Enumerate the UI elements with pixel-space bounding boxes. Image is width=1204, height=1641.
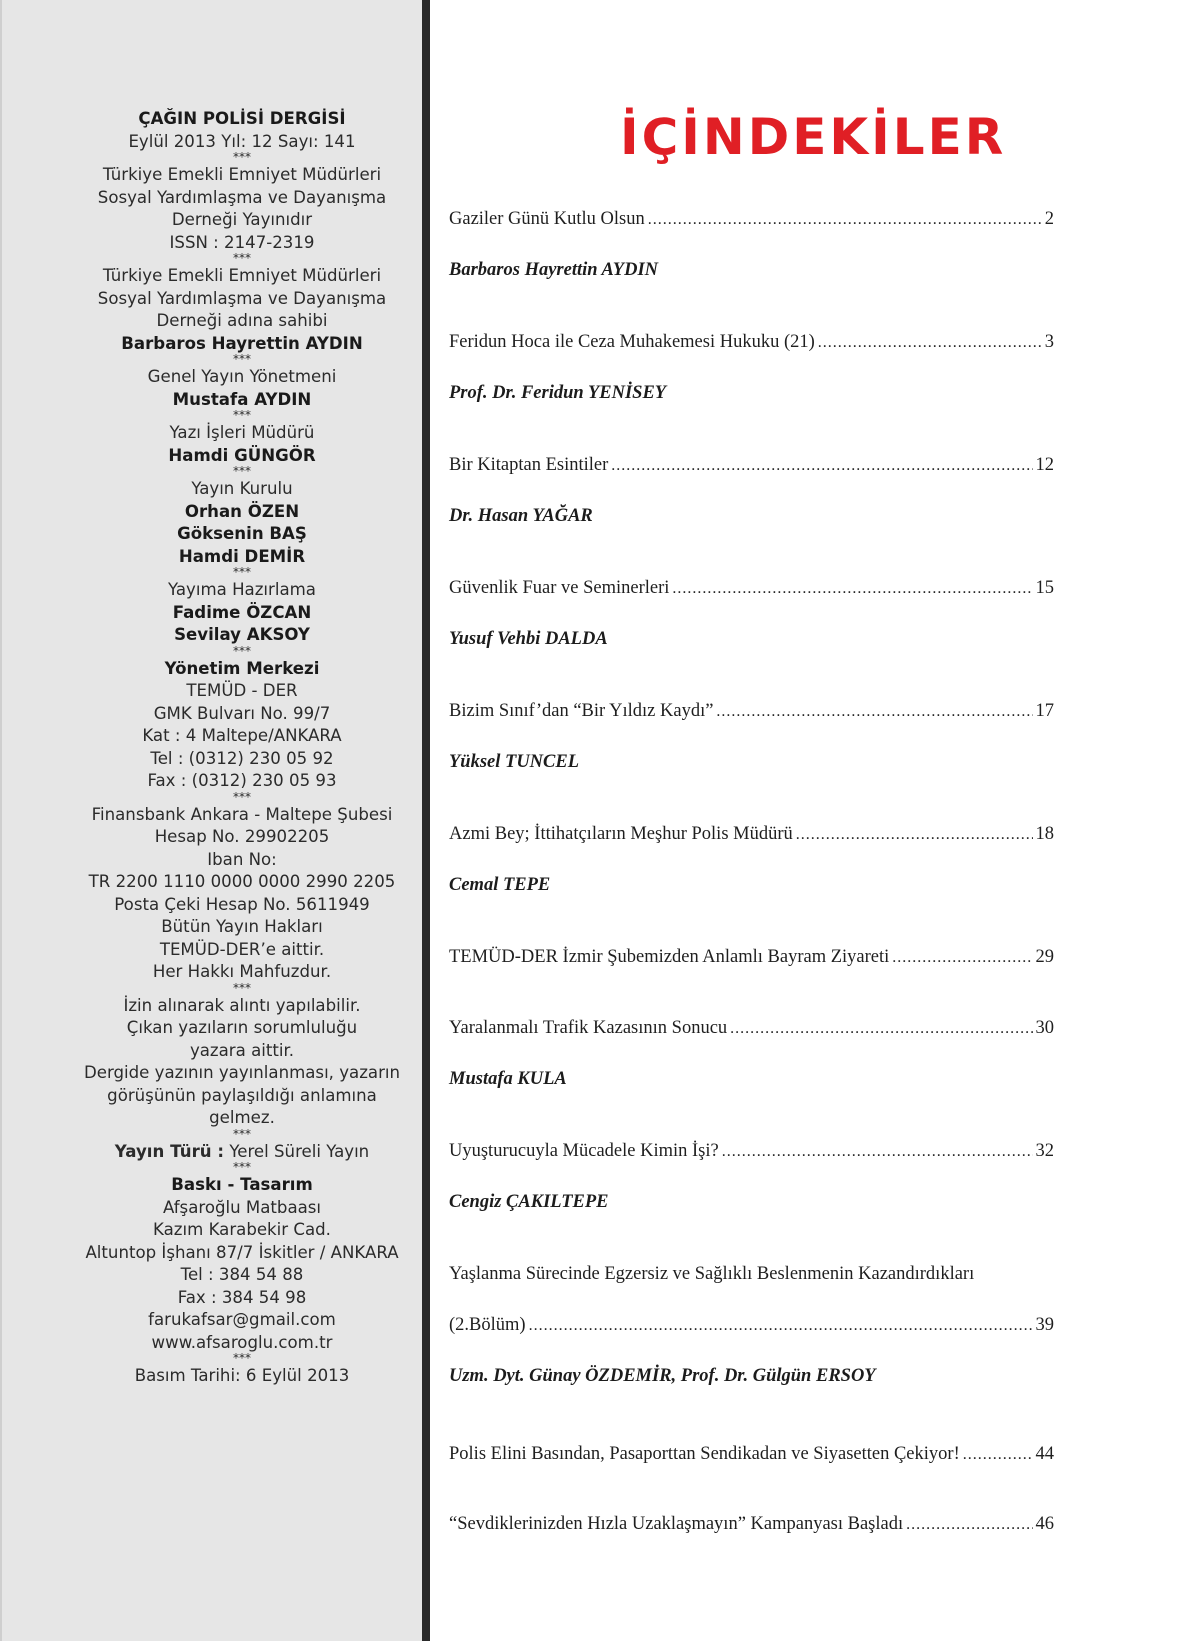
hq-fax: Fax : (0312) 230 05 93 (147, 771, 337, 790)
toc-entry[interactable] (449, 947, 1054, 971)
leader-dots (892, 949, 1032, 967)
toc-entry[interactable] (449, 1315, 1054, 1339)
board-member: Göksenin BAŞ (177, 524, 307, 543)
toc-entry-author: Barbaros Hayrettin AYDIN (449, 260, 659, 280)
prep-label: Yayıma Hazırlama (168, 580, 316, 599)
toc-entry[interactable] (449, 1444, 1054, 1468)
publisher-line: Sosyal Yardımlaşma ve Dayanışma (97, 187, 387, 207)
publication-type-label: Yayın Türü : (114, 1141, 225, 1161)
note-line: gelmez. (209, 1108, 275, 1127)
toc-entry-page: 2 (1044, 209, 1054, 229)
toc-entry[interactable] (449, 1018, 1054, 1042)
issue-info: Eylül 2013 Yıl: 12 Sayı: 141 (128, 131, 356, 151)
print-website: www.afsaroglu.com.tr (151, 1332, 333, 1352)
publisher-line: Derneği Yayınıdır (171, 210, 313, 229)
prep-member: Sevilay AKSOY (174, 625, 310, 644)
leader-dots (730, 1020, 1032, 1038)
toc-entry-page: 44 (1035, 1444, 1054, 1464)
toc-entry-title: Yaralanmalı Trafik Kazasının Sonucu (449, 1018, 728, 1038)
toc-entry-page: 3 (1044, 332, 1054, 352)
print-line: Altuntop İşhanı 87/7 İskitler / ANKARA (85, 1242, 399, 1262)
toc-entry-author: Yüksel TUNCEL (449, 752, 580, 772)
toc-entry-page: 46 (1035, 1514, 1054, 1534)
leader-dots (716, 703, 1032, 721)
toc-entry-title: TEMÜD-DER İzmir Şubemizden Anlamlı Bayram Ziyareti (449, 947, 890, 967)
leader-dots (611, 457, 1032, 475)
magazine-title: ÇAĞIN POLİSİ DERGİSİ (138, 109, 346, 128)
rights-line: Bütün Yayın Hakları (161, 917, 323, 936)
toc-entry-title: Gaziler Günü Kutlu Olsun (449, 209, 645, 229)
toc-entry-title: Uyuşturucuyla Mücadele Kimin İşi? (449, 1141, 719, 1161)
toc-entry-page: 30 (1035, 1018, 1054, 1038)
toc-entry-title: Güvenlik Fuar ve Seminerleri (449, 578, 670, 598)
separator: *** (233, 464, 251, 478)
prep-member: Fadime ÖZCAN (172, 602, 312, 622)
print-date: Basım Tarihi: 6 Eylül 2013 (134, 1366, 350, 1385)
toc-entry-title: Bir Kitaptan Esintiler (449, 455, 609, 475)
separator: *** (233, 1351, 251, 1365)
toc-entry-title: Bizim Sınıf’dan “Bir Yıldız Kaydı” (449, 701, 714, 721)
toc-entry-page: 15 (1035, 578, 1054, 598)
board-label: Yayın Kurulu (191, 479, 293, 498)
toc-entry-title: Polis Elini Basından, Pasaporttan Sendikadan ve Siyasetten Çekiyor! (449, 1444, 960, 1464)
toc-entry[interactable] (449, 1514, 1054, 1538)
hq-phone: Tel : (0312) 230 05 92 (150, 748, 334, 768)
editor-label: Yazı İşleri Müdürü (169, 423, 315, 442)
toc-entry-author: Cemal TEPE (449, 875, 551, 895)
bank-line: TR 2200 1110 0000 0000 2990 2205 (88, 872, 396, 891)
toc-heading: İÇİNDEKİLER (620, 108, 1007, 166)
hq-label: Yönetim Merkezi (164, 658, 320, 678)
separator: *** (233, 643, 251, 658)
bank-line: Hesap No. 29902205 (154, 827, 330, 846)
leader-dots (648, 211, 1042, 229)
board-member: Orhan ÖZEN (184, 501, 300, 521)
publisher-line: Türkiye Emekli Emniyet Müdürleri (102, 165, 382, 184)
rights-line: Her Hakkı Mahfuzdur. (152, 962, 332, 981)
toc-entry-title: (2.Bölüm) (449, 1315, 526, 1335)
masthead (62, 108, 422, 1388)
leader-dots (796, 826, 1033, 844)
leader-dots (722, 1143, 1033, 1161)
note-line: Çıkan yazıların sorumluluğu (126, 1018, 358, 1037)
owner-name: Barbaros Hayrettin AYDIN (121, 333, 363, 353)
toc-entry-author: Dr. Hasan YAĞAR (449, 506, 593, 526)
hq-line: GMK Bulvarı No. 99/7 (153, 703, 331, 723)
separator: *** (233, 565, 251, 579)
board-member: Hamdi DEMİR (178, 546, 306, 566)
note-line: İzin alınarak alıntı yapılabilir. (123, 995, 361, 1015)
bank-line: Iban No: (207, 849, 277, 869)
bank-line: Finansbank Ankara - Maltepe Şubesi (91, 804, 393, 824)
print-line: Afşaroğlu Matbaası (162, 1197, 322, 1217)
toc-entry-page: 17 (1035, 701, 1054, 721)
toc-entry-page: 29 (1035, 947, 1054, 967)
note-line: Dergide yazının yayınlanması, yazarın (83, 1063, 401, 1082)
toc-entry-title-line[interactable]: Yaşlanma Sürecinde Egzersiz ve Sağlıklı Beslenmenin Kazandırdıkları (449, 1264, 975, 1284)
leader-dots (963, 1446, 1033, 1464)
hq-line: Kat : 4 Maltepe/ANKARA (142, 726, 342, 745)
separator: *** (233, 789, 251, 804)
general-manager-label: Genel Yayın Yönetmeni (147, 367, 337, 386)
toc-entry[interactable] (449, 1141, 1054, 1165)
toc-entry-author: Mustafa KULA (449, 1069, 567, 1089)
column-divider (422, 0, 430, 1641)
toc-entry-title: Azmi Bey; İttihatçıların Meşhur Polis Müdürü (449, 824, 793, 844)
toc-entry[interactable] (449, 332, 1054, 356)
general-manager-name: Mustafa AYDIN (172, 389, 312, 409)
separator: *** (233, 408, 251, 422)
editor-name: Hamdi GÜNGÖR (168, 445, 316, 465)
separator: *** (233, 251, 251, 265)
publication-type-value: Yerel Süreli Yayın (224, 1141, 370, 1161)
toc-entry[interactable] (449, 824, 1054, 848)
owner-line: Sosyal Yardımlaşma ve Dayanışma (97, 288, 387, 308)
issn: ISSN : 2147-2319 (169, 232, 315, 252)
toc-entry-author: Cengiz ÇAKILTEPE (449, 1192, 609, 1212)
print-line: Kazım Karabekir Cad. (153, 1220, 331, 1239)
toc-entry-author: Prof. Dr. Feridun YENİSEY (449, 383, 667, 403)
print-email: farukafsar@gmail.com (148, 1310, 336, 1329)
print-fax: Fax : 384 54 98 (177, 1287, 307, 1307)
toc-entry-title: Feridun Hoca ile Ceza Muhakemesi Hukuku (21) (449, 332, 815, 352)
leader-dots (672, 580, 1032, 598)
note-line: yazara aittir. (189, 1040, 295, 1060)
toc-entry-page: 18 (1035, 824, 1054, 844)
toc-entry-author: Yusuf Vehbi DALDA (449, 629, 608, 649)
note-line: görüşünün paylaşıldığı anlamına (107, 1085, 377, 1105)
toc-entry[interactable] (449, 578, 1054, 602)
toc-entry-page: 39 (1035, 1315, 1054, 1335)
separator: *** (233, 150, 251, 164)
print-label: Baskı - Tasarım (171, 1175, 313, 1194)
separator: *** (233, 1160, 251, 1174)
toc-entry[interactable] (449, 455, 1054, 479)
toc-entry[interactable] (449, 701, 1054, 725)
rights-line: TEMÜD-DER’e aittir. (159, 939, 325, 959)
toc-entry-page: 32 (1035, 1141, 1054, 1161)
toc-entry-page: 12 (1035, 455, 1054, 475)
separator: *** (233, 980, 251, 995)
owner-line: Türkiye Emekli Emniyet Müdürleri (102, 266, 382, 285)
toc-entry-author: Uzm. Dyt. Günay ÖZDEMİR, Prof. Dr. Gülgün ERSOY (449, 1366, 876, 1386)
toc-entry[interactable] (449, 209, 1054, 233)
leader-dots (818, 334, 1042, 352)
owner-line: Derneği adına sahibi (156, 311, 328, 330)
leader-dots (906, 1516, 1032, 1534)
separator: *** (233, 1126, 251, 1141)
separator: *** (233, 352, 251, 366)
print-phone: Tel : 384 54 88 (180, 1265, 304, 1284)
hq-line: TEMÜD - DER (186, 681, 298, 700)
toc-entry-title: “Sevdiklerinizden Hızla Uzaklaşmayın” Kampanyası Başladı (449, 1514, 904, 1534)
leader-dots (529, 1317, 1033, 1335)
bank-line: Posta Çeki Hesap No. 5611949 (114, 894, 370, 914)
